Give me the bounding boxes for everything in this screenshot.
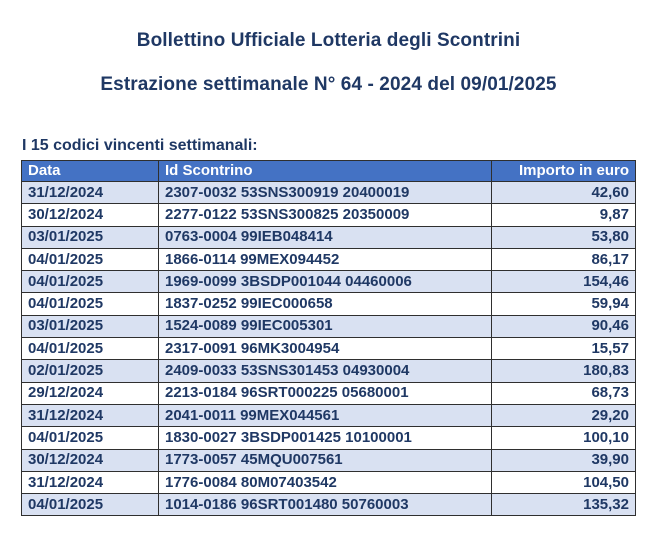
table-row — [22, 494, 636, 516]
cell-id: 1866-0114 99MEX094452 — [159, 248, 492, 270]
table-row — [22, 360, 636, 382]
cell-date: 04/01/2025 — [22, 248, 159, 270]
cell-amount: 100,10 — [492, 427, 636, 449]
cell-date: 31/12/2024 — [22, 404, 159, 426]
cell-id: 0763-0004 99IEB048414 — [159, 226, 492, 248]
table-row — [22, 271, 636, 293]
cell-id: 2317-0091 96MK3004954 — [159, 338, 492, 360]
cell-amount: 42,60 — [492, 182, 636, 204]
cell-id: 2277-0122 53SNS300825 20350009 — [159, 204, 492, 226]
cell-date: 30/12/2024 — [22, 449, 159, 471]
table-row — [22, 248, 636, 270]
cell-amount: 90,46 — [492, 315, 636, 337]
cell-amount: 29,20 — [492, 404, 636, 426]
cell-id: 1773-0057 45MQU007561 — [159, 449, 492, 471]
cell-date: 04/01/2025 — [22, 271, 159, 293]
table-row — [22, 293, 636, 315]
table-body — [22, 182, 636, 516]
cell-id: 1014-0186 96SRT001480 50760003 — [159, 494, 492, 516]
winning-codes-table — [21, 160, 636, 516]
table-row — [22, 449, 636, 471]
cell-amount: 9,87 — [492, 204, 636, 226]
cell-date: 31/12/2024 — [22, 182, 159, 204]
table-row — [22, 382, 636, 404]
column-header-id: Id Scontrino — [159, 161, 492, 182]
cell-date: 30/12/2024 — [22, 204, 159, 226]
cell-amount: 15,57 — [492, 338, 636, 360]
cell-amount: 180,83 — [492, 360, 636, 382]
cell-date: 04/01/2025 — [22, 494, 159, 516]
table-row — [22, 315, 636, 337]
cell-amount: 154,46 — [492, 271, 636, 293]
section-label: I 15 codici vincenti settimanali: — [22, 137, 258, 154]
page-subtitle: Estrazione settimanale N° 64 - 2024 del 09/01/2025 — [100, 74, 557, 95]
cell-date: 04/01/2025 — [22, 338, 159, 360]
cell-date: 04/01/2025 — [22, 293, 159, 315]
column-header-amount: Importo in euro — [492, 161, 636, 182]
table-row — [22, 427, 636, 449]
cell-amount: 104,50 — [492, 471, 636, 493]
cell-amount: 59,94 — [492, 293, 636, 315]
cell-id: 1837-0252 99IEC000658 — [159, 293, 492, 315]
cell-amount: 86,17 — [492, 248, 636, 270]
cell-amount: 135,32 — [492, 494, 636, 516]
column-header-date: Data — [22, 161, 159, 182]
table-row — [22, 471, 636, 493]
cell-id: 1830-0027 3BSDP001425 10100001 — [159, 427, 492, 449]
cell-id: 2041-0011 99MEX044561 — [159, 404, 492, 426]
table-row — [22, 404, 636, 426]
cell-id: 1969-0099 3BSDP001044 04460006 — [159, 271, 492, 293]
cell-id: 2409-0033 53SNS301453 04930004 — [159, 360, 492, 382]
table-row — [22, 182, 636, 204]
cell-id: 1524-0089 99IEC005301 — [159, 315, 492, 337]
table-header-row — [22, 161, 636, 182]
cell-amount: 53,80 — [492, 226, 636, 248]
table-header — [22, 161, 636, 182]
table-row — [22, 338, 636, 360]
cell-amount: 39,90 — [492, 449, 636, 471]
cell-date: 04/01/2025 — [22, 427, 159, 449]
page-title: Bollettino Ufficiale Lotteria degli Scontrini — [136, 30, 521, 51]
cell-id: 2213-0184 96SRT000225 05680001 — [159, 382, 492, 404]
cell-date: 02/01/2025 — [22, 360, 159, 382]
table-row — [22, 226, 636, 248]
cell-id: 1776-0084 80M07403542 — [159, 471, 492, 493]
cell-date: 03/01/2025 — [22, 226, 159, 248]
cell-date: 31/12/2024 — [22, 471, 159, 493]
cell-date: 29/12/2024 — [22, 382, 159, 404]
table-row — [22, 204, 636, 226]
cell-date: 03/01/2025 — [22, 315, 159, 337]
cell-amount: 68,73 — [492, 382, 636, 404]
cell-id: 2307-0032 53SNS300919 20400019 — [159, 182, 492, 204]
